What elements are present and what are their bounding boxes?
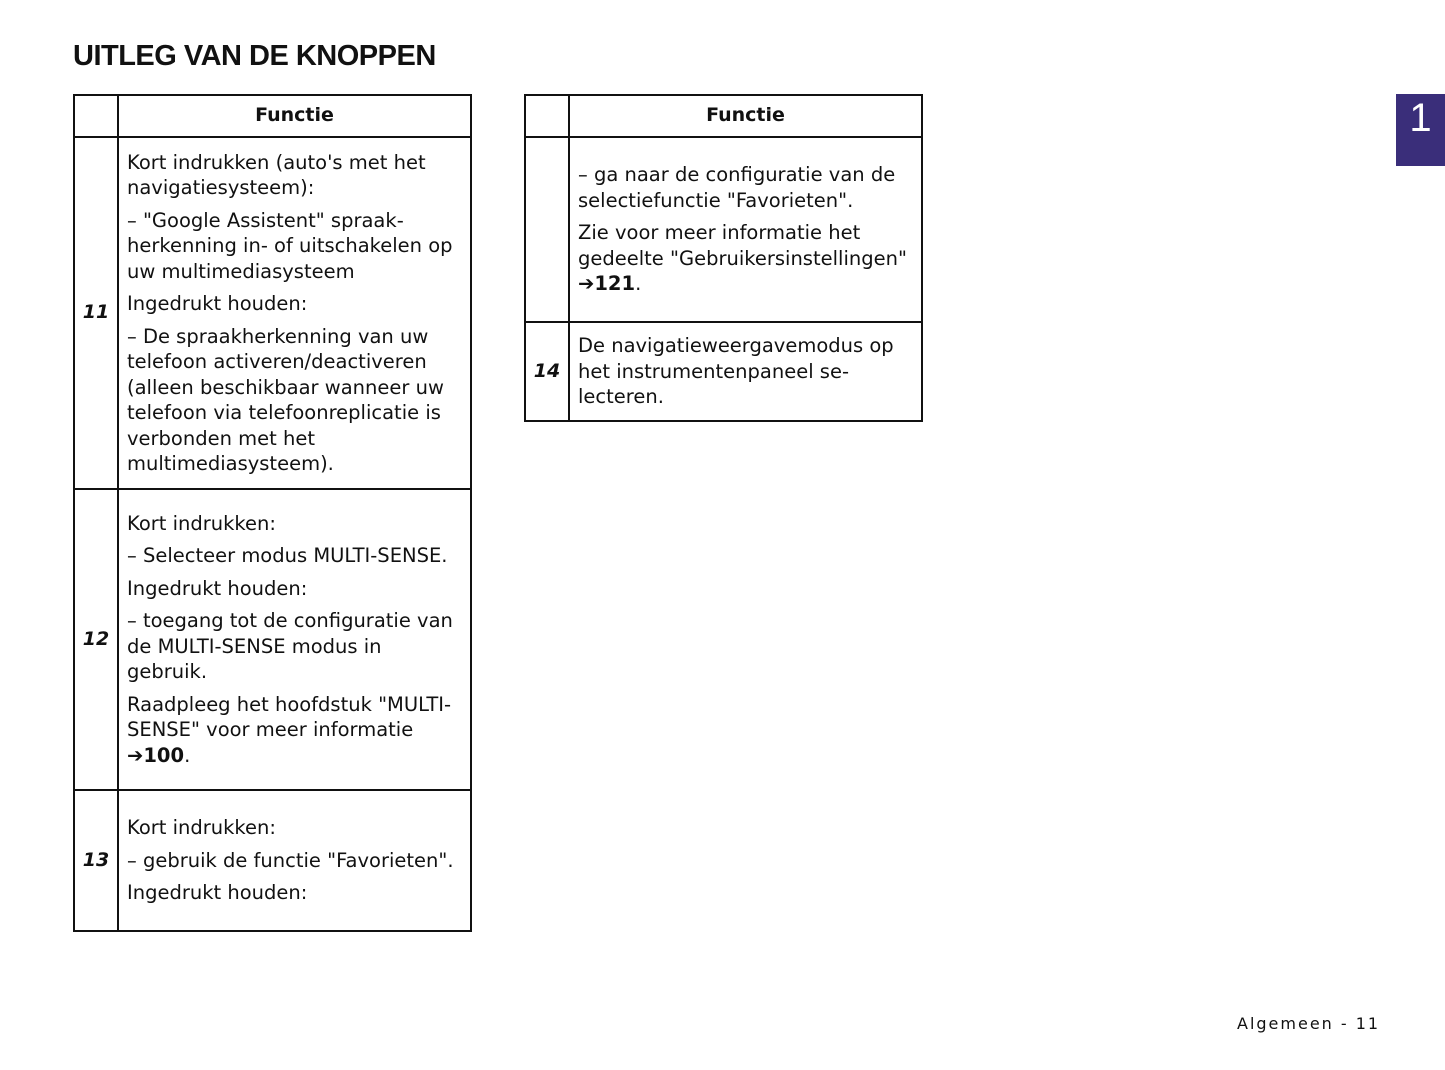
- button-number: 13: [74, 790, 118, 931]
- button-number: 14: [525, 322, 569, 421]
- table-header-function: Functie: [569, 95, 922, 137]
- description-line: [578, 220, 913, 297]
- description-line: Ingedrukt houden:: [127, 576, 308, 600]
- table-row: [525, 322, 922, 421]
- table-header-row: [74, 95, 471, 137]
- table-row: [525, 137, 922, 322]
- description-line: Kort indrukken:: [127, 816, 276, 840]
- buttons-table-left: [73, 94, 472, 932]
- function-description: [569, 322, 922, 421]
- table-header-empty: [74, 95, 118, 137]
- reference-suffix: .: [184, 743, 191, 767]
- button-number: 11: [74, 137, 118, 489]
- arrow-right-icon: ➔: [578, 272, 595, 296]
- page-reference[interactable]: 121: [594, 272, 636, 296]
- chapter-tab: 1: [1396, 94, 1445, 166]
- reference-suffix: .: [635, 272, 642, 296]
- description-line: – ga naar de configuratie van de selectiefunctie "Favorieten".: [578, 163, 896, 212]
- function-description: [118, 137, 471, 489]
- table-row: [74, 137, 471, 489]
- description-text: Raadpleeg het hoofdstuk "MULTI-SENSE" voor meer informatie: [127, 692, 452, 742]
- button-number: 12: [74, 489, 118, 790]
- description-line: Ingedrukt houden:: [127, 881, 308, 905]
- table-row: [74, 489, 471, 790]
- function-description: [118, 790, 471, 931]
- button-number: [525, 137, 569, 322]
- buttons-table-right: [524, 94, 923, 422]
- description-line: [127, 692, 462, 769]
- page-reference[interactable]: 100: [143, 743, 185, 767]
- description-line: – De spraakherkenning van uw telefoon activeren/deactiveren (alleen beschikbaar wanneer uw telefoon via telefoonreplicatie is verbonden met het multimediasysteem).: [127, 324, 444, 475]
- description-line: Kort indrukken (auto's met het navigatiesysteem):: [127, 150, 426, 199]
- table-row: [74, 790, 471, 931]
- function-description: [118, 489, 471, 790]
- description-line: – gebruik de functie "Favorieten".: [127, 848, 454, 872]
- table-header-empty: [525, 95, 569, 137]
- table-header-function: Functie: [118, 95, 471, 137]
- page-title: UITLEG VAN DE KNOPPEN: [73, 40, 436, 72]
- page-footer: Algemeen - 11: [1237, 1014, 1381, 1033]
- description-line: Kort indrukken:: [127, 511, 276, 535]
- description-line: – "Google Assistent" spraakherkenning in- of uitschakelen op uw multimediasysteem: [127, 208, 453, 283]
- description-line: Ingedrukt houden:: [127, 292, 308, 315]
- arrow-right-icon: ➔: [127, 743, 144, 767]
- description-line: De navigatieweergavemodus op het instrumentenpaneel selecteren.: [578, 334, 894, 408]
- description-text: Zie voor meer informatie het gedeelte "Gebruikersinstellingen": [578, 221, 907, 270]
- function-description: [569, 137, 922, 322]
- description-line: – Selecteer modus MULTI-SENSE.: [127, 544, 448, 568]
- table-header-row: [525, 95, 922, 137]
- description-line: – toegang tot de configuratie van de MULTI-SENSE modus in gebruik.: [127, 609, 453, 684]
